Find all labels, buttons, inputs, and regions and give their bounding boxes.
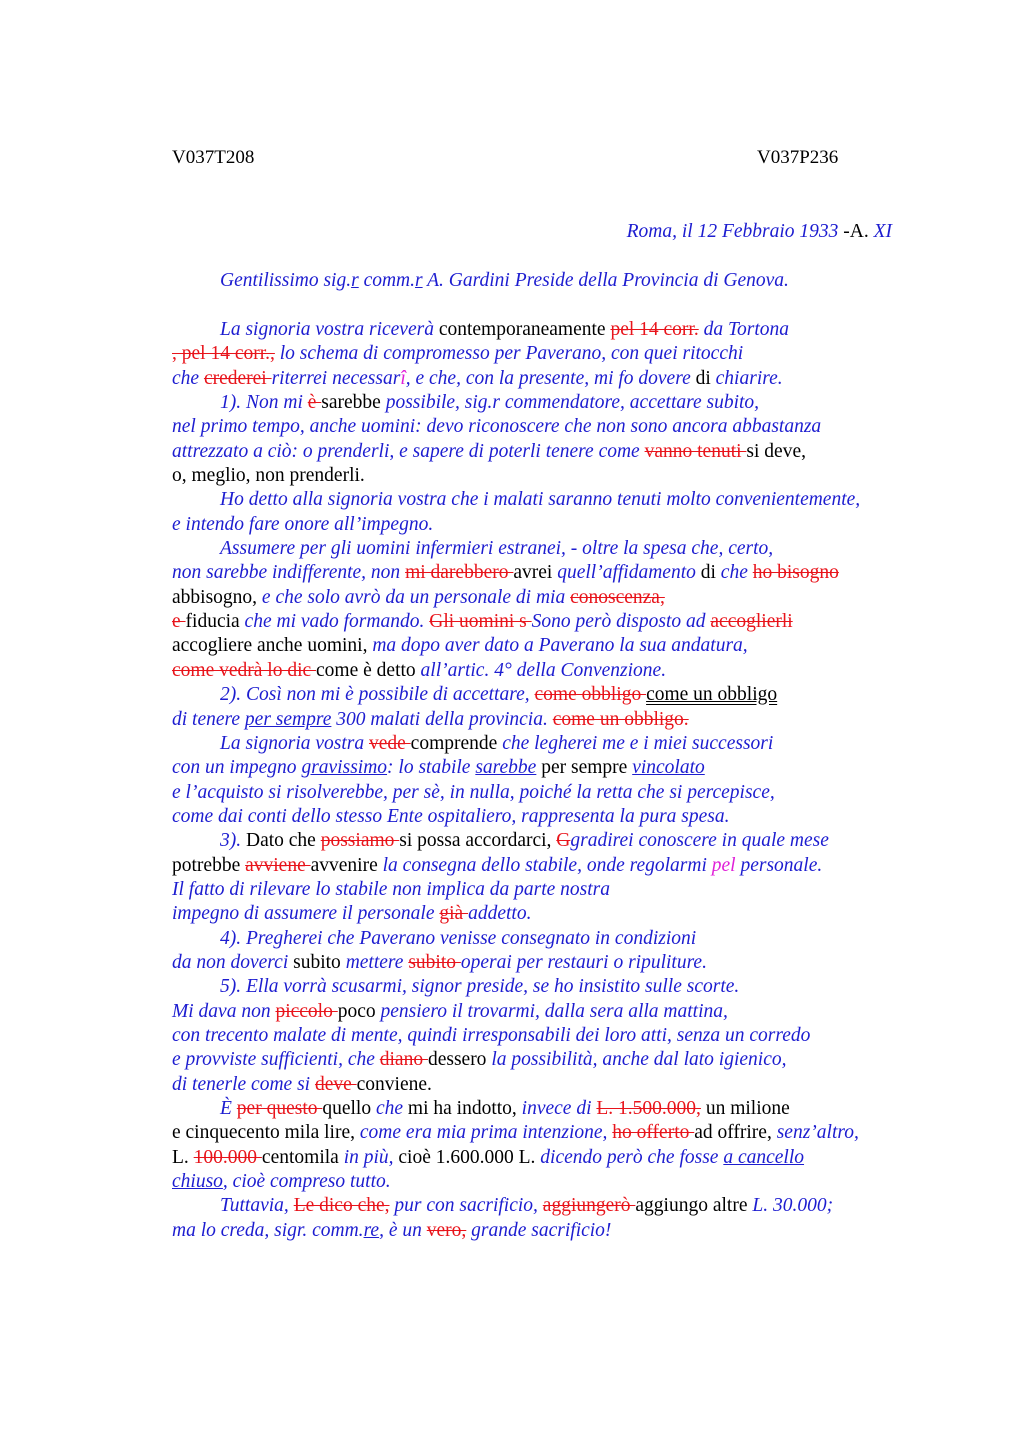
text-line [172, 440, 912, 464]
text-span: mettere [340, 951, 409, 973]
deleted-text: ho offerto [612, 1122, 695, 1144]
text-span: 300 malati della provincia. [331, 708, 553, 730]
text-span: impegno di assumere il personale [172, 903, 440, 925]
text-span: cioè 1.600.000 L. [393, 1146, 541, 1168]
text-span: , cioè compreso tutto. [222, 1171, 391, 1193]
text-line [172, 1073, 912, 1097]
text-line [172, 854, 912, 878]
salutation-part: A. Gardini Preside della Provincia di Genova. [422, 270, 789, 291]
text-span: accogliere anche uomini, [172, 635, 373, 657]
place-date: Roma, il 12 Febbraio 1933 [626, 221, 839, 242]
text-line [172, 756, 912, 780]
text-span: avvenire [310, 854, 383, 876]
text-line [172, 951, 912, 975]
text-span: non sarebbe indifferente, non [172, 562, 406, 584]
highlight-text: î [400, 367, 406, 389]
text-span: da non doverci [172, 951, 294, 973]
text-span: Ho detto alla signoria vostra che i malati saranno tenuti molto convenientemente, [220, 489, 861, 511]
text-line [172, 683, 912, 707]
text-line [172, 391, 912, 415]
text-span: pur con sacrificio, [389, 1195, 543, 1217]
text-span: e cinquecento mila lire, [172, 1122, 360, 1144]
text-line [172, 902, 912, 926]
deleted-text: pel 14 corr. [610, 319, 699, 340]
text-span: gradirei conoscere in quale mese [570, 830, 829, 852]
deleted-text: Gli uomini s [429, 611, 532, 633]
deleted-text: e [172, 611, 186, 633]
text-line [172, 610, 912, 634]
salutation-part: Gentilissimo sig. [220, 270, 352, 291]
text-span: con trecento malate di mente, quindi irresponsabili dei loro atti, senza un corredo [172, 1024, 811, 1046]
text-span: comprende [410, 732, 503, 754]
text-span: e provviste sufficienti, che [172, 1049, 380, 1071]
text-span: pensiero il trovarmi, dalla sera alla mattina, [375, 1000, 728, 1022]
text-span: all’artic. 4° della Convenzione. [420, 659, 667, 681]
text-line [172, 1097, 912, 1121]
text-span: Assumere per gli uomini infermieri estranei, - oltre la spesa che, certo, [220, 538, 774, 560]
date-line [0, 221, 892, 243]
text-span: Il fatto di rilevare lo stabile non implica da parte nostra [172, 878, 610, 900]
text-span: che [172, 367, 204, 389]
text-line [172, 513, 912, 537]
text-line [172, 464, 912, 488]
letter-body [172, 318, 912, 1243]
text-line [172, 318, 912, 342]
text-line [172, 537, 912, 561]
deleted-text: subito [408, 951, 461, 973]
underlined-text: re [363, 1219, 380, 1241]
deleted-text: possiamo [320, 830, 400, 852]
text-span: lo schema di compromesso per Paverano, con quei ritocchi [274, 343, 744, 365]
text-span: come è detto [316, 659, 421, 681]
text-line [172, 367, 912, 391]
text-span: Tuttavia, [220, 1195, 294, 1217]
text-line [172, 1146, 912, 1170]
salutation [220, 270, 789, 292]
text-span: L. 30.000; [752, 1195, 834, 1217]
text-line [172, 1121, 912, 1145]
text-span: nel primo tempo, anche uomini: devo riconoscere che non sono ancora abbastanza [172, 416, 822, 438]
text-span: come dai conti dello stesso Ente ospitaliero, rappresenta la pura spesa. [172, 805, 730, 827]
deleted-text: deve [314, 1073, 357, 1095]
text-span: e che solo avrò da un personale di mia [261, 586, 571, 608]
text-span: Dato che [246, 830, 321, 852]
deleted-text: piccolo [275, 1000, 338, 1022]
text-line [172, 1024, 912, 1048]
text-line [172, 732, 912, 756]
deleted-text: è [307, 392, 322, 414]
text-line [172, 829, 912, 853]
text-span: avrei [513, 562, 553, 584]
text-span: invece di [521, 1098, 597, 1119]
text-span: , e che, con la presente, mi fo dovere [405, 367, 696, 389]
deleted-text: vero, [426, 1219, 467, 1241]
text-span: addetto. [468, 903, 532, 925]
underlined-text: sarebbe [475, 757, 537, 779]
underlined-text: gravissimo [301, 757, 388, 779]
text-line [172, 975, 912, 999]
text-span: abbisogno, [172, 586, 262, 608]
deleted-text: già [439, 903, 469, 925]
text-span: come era mia prima intenzione, [359, 1122, 613, 1144]
text-span: mi ha indotto, [403, 1098, 522, 1119]
deleted-text: ho bisogno [752, 562, 839, 584]
text-span: subito [293, 951, 341, 973]
document-code-left: V037T208 [172, 147, 255, 168]
deleted-text: conoscenza, [570, 586, 665, 608]
text-span: ma lo creda, sigr. comm. [172, 1219, 364, 1241]
text-span: potrebbe [172, 854, 246, 876]
text-line [172, 1000, 912, 1024]
text-span: riterrei necessar [271, 367, 401, 389]
deleted-text: vede [368, 732, 411, 754]
text-span: : lo stabile [387, 757, 476, 779]
underlined-text: vincolato [632, 757, 705, 779]
text-span: ma dopo aver dato a Paverano la sua andatura, [372, 635, 748, 657]
text-span: personale. [735, 854, 823, 876]
underlined-text: a cancello [723, 1146, 805, 1168]
text-span: dicendo però che fosse [540, 1146, 724, 1168]
text-span: in più, [343, 1146, 394, 1168]
text-span: si possa accordarci, [399, 830, 557, 852]
deleted-text: G [556, 830, 571, 852]
text-span: 3). [220, 830, 246, 852]
text-span: contemporaneamente [438, 319, 611, 340]
text-span: chiarire. [710, 367, 783, 389]
text-line [172, 561, 912, 585]
deleted-text: avviene [245, 854, 311, 876]
text-span: che [715, 562, 753, 584]
text-span: La signoria vostra [220, 732, 369, 754]
text-line [172, 1048, 912, 1072]
text-span: da Tortona [698, 319, 790, 340]
text-span: quello [322, 1098, 376, 1119]
underlined-text: per sempre [244, 708, 332, 730]
text-line [172, 1170, 912, 1194]
text-line [172, 415, 912, 439]
text-span: che legherei me e i miei successori [502, 732, 774, 754]
text-span: operai per restauri o ripuliture. [460, 951, 707, 973]
deleted-text: come un obbligo. [552, 708, 689, 730]
deleted-text: come vedrà lo dic [172, 659, 317, 681]
text-span: , è un [379, 1219, 427, 1241]
text-span: per sempre [536, 757, 633, 779]
text-span: si deve, [746, 440, 806, 462]
text-span: di [700, 562, 716, 584]
text-span: possibile, sig.r commendatore, accettare subito, [380, 392, 760, 414]
text-span: che [375, 1098, 404, 1119]
text-span: Mi dava non [172, 1000, 276, 1022]
text-span: L. [172, 1146, 194, 1168]
text-span: fiducia [185, 611, 245, 633]
deleted-text: come obbligo [534, 684, 647, 706]
text-line [172, 1194, 912, 1218]
deleted-text: diano [379, 1049, 428, 1071]
text-span: di tenerle come si [172, 1073, 315, 1095]
era: XI [873, 221, 892, 242]
text-span: con un impegno [172, 757, 302, 779]
text-line [172, 488, 912, 512]
deleted-text: , pel 14 corr., [172, 343, 275, 365]
era-prefix: -A. [838, 221, 874, 242]
deleted-text: vanno tenuti [644, 440, 747, 462]
salutation-part: r [351, 270, 359, 291]
deleted-text: 100.000 [193, 1146, 262, 1168]
text-line [172, 708, 912, 732]
text-span: un milione [700, 1098, 790, 1119]
text-span: 1). Non mi [220, 392, 308, 414]
text-span: La signoria vostra riceverà [220, 319, 439, 340]
text-span: e intendo fare onore all’impegno. [172, 513, 434, 535]
text-span: poco [337, 1000, 376, 1022]
text-line [172, 878, 912, 902]
text-line [172, 634, 912, 658]
text-span: grande sacrificio! [466, 1219, 612, 1241]
text-span: dessero [427, 1049, 487, 1071]
deleted-text: Le dico che, [293, 1195, 390, 1217]
underlined-text: come un obbligo [646, 684, 778, 706]
deleted-text: L. 1.500.000, [596, 1098, 701, 1119]
highlight-text: pel [711, 854, 736, 876]
deleted-text: aggiungerò [542, 1195, 636, 1217]
text-line [172, 805, 912, 829]
text-span: attrezzato a ciò: o prenderli, e sapere di poterli tenere come [172, 440, 645, 462]
text-span: 2). Così non mi è possibile di accettare, [220, 684, 535, 706]
deleted-text: mi darebbero [405, 562, 514, 584]
text-line [172, 1219, 912, 1243]
text-span: di [695, 367, 711, 389]
deleted-text: crederei [203, 367, 272, 389]
text-span: sarebbe [321, 392, 381, 414]
text-span: conviene. [356, 1073, 432, 1095]
text-span: che mi vado formando. [244, 611, 430, 633]
text-span: È [220, 1098, 237, 1119]
salutation-part: r [415, 270, 423, 291]
text-span: e l’acquisto si risolverebbe, per sè, in nulla, poiché la retta che si percepisce, [172, 781, 775, 803]
text-span: senz’altro, [776, 1122, 859, 1144]
deleted-text: accoglierli [710, 611, 793, 633]
text-line [172, 927, 912, 951]
text-span: quell’affidamento [552, 562, 701, 584]
text-span: centomila [261, 1146, 344, 1168]
text-span: o, meglio, non prenderli. [172, 465, 365, 487]
text-line [172, 342, 912, 366]
text-span: 5). Ella vorrà scusarmi, signor preside, se ho insistito sulle scorte. [220, 976, 740, 998]
salutation-part: comm. [358, 270, 416, 291]
text-span: Sono però disposto ad [531, 611, 711, 633]
text-span: aggiungo altre [635, 1195, 753, 1217]
text-span: la consegna dello stabile, onde regolarmi [382, 854, 712, 876]
text-span: di tenere [172, 708, 245, 730]
text-line [172, 586, 912, 610]
underlined-text: chiuso [172, 1171, 223, 1193]
text-line [172, 781, 912, 805]
text-line [172, 659, 912, 683]
text-span: la possibilità, anche dal lato igienico, [486, 1049, 787, 1071]
deleted-text: per questo [236, 1098, 323, 1119]
text-span: ad offrire, [694, 1122, 777, 1144]
document-code-right: V037P236 [757, 147, 839, 168]
text-span: 4). Pregherei che Paverano venisse consegnato in condizioni [220, 927, 697, 949]
